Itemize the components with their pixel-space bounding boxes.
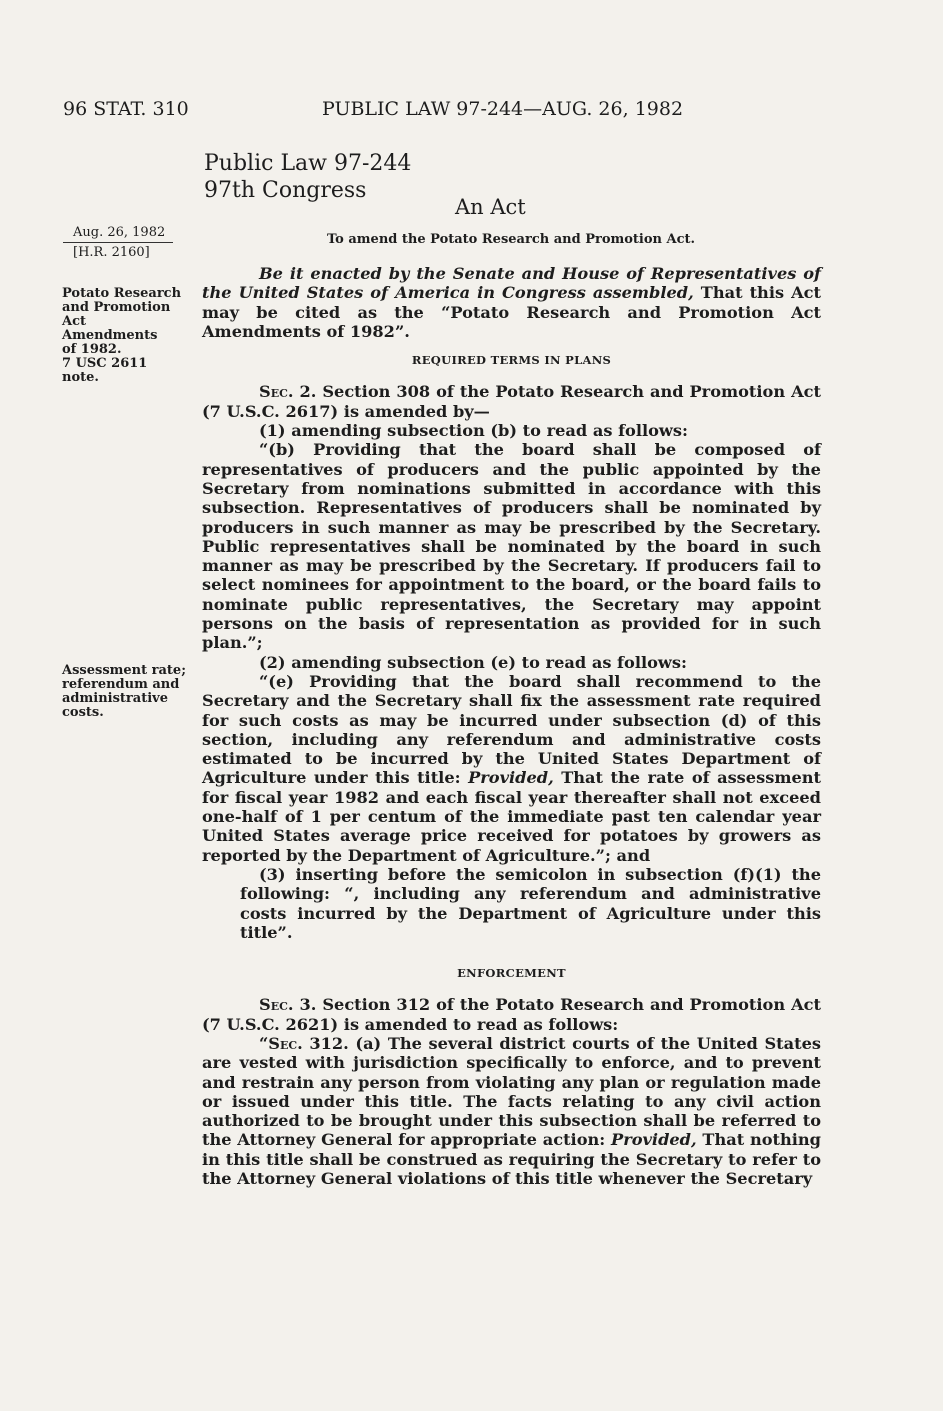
- margin-line: costs.: [62, 705, 104, 720]
- section-heading-enforcement: ENFORCEMENT: [457, 966, 566, 981]
- enactment-date: Aug. 26, 1982: [73, 225, 166, 240]
- margin-divider: [63, 242, 173, 243]
- section-312-text: [202, 1034, 821, 1188]
- margin-line: Assessment rate;: [62, 663, 186, 678]
- section-3-intro: [202, 995, 821, 1034]
- margin-line: of 1982.: [62, 342, 122, 357]
- margin-note-short-title: [62, 287, 187, 385]
- section-label: Sec. 3.: [259, 995, 317, 1015]
- subsection-e-text: [202, 672, 821, 865]
- amendment-item-2: (2) amending subsection (e) to read as follows:: [259, 652, 687, 672]
- congress-number: 97th Congress: [204, 178, 367, 203]
- law-body-text: [202, 264, 821, 1188]
- subsection-e-part-2: That the rate of assessment for fiscal year 1982 and each fiscal year thereafter shall not exceed one-half of 1 per centum of the immediate past ten calendar year United States average price received for potatoes by growers as reported by the Department of Agriculture.”; and: [202, 768, 821, 865]
- act-heading: An Act: [455, 195, 526, 219]
- margin-line: referendum and: [62, 677, 180, 692]
- law-title-block: [204, 150, 411, 204]
- proviso-word: Provided,: [468, 768, 554, 788]
- margin-line: Act: [62, 314, 87, 329]
- section-label: Sec. 2.: [259, 382, 317, 402]
- section-text: Section 312 of the Potato Research and Promotion Act (7 U.S.C. 2621) is amended to read as follows:: [202, 995, 822, 1034]
- margin-line: Amendments: [62, 328, 158, 343]
- subsection-b-text: “(b) Providing that the board shall be composed of representatives of producers and the public appointed by the Secretary from nominations submitted in accordance with this subsection. Representatives of producers shall be nominated by producers in such manner as may be prescribed by the Secretary. Public representatives shall be nominated by the board in such manner as may be prescribed by the Secretary. If producers fail to select nominees for appointment to the board, or the board fails to nominate public representatives, the Secretary may appoint persons on the basis of representation as provided for in such plan.”;: [202, 440, 821, 653]
- margin-date-note: [73, 224, 173, 261]
- margin-note-assessment: [62, 664, 187, 720]
- enacting-formula: Be it enacted by the Senate and House of Representatives of the United States of America in Congress assembled,: [202, 264, 821, 303]
- section-label: “Sec. 312.: [259, 1033, 349, 1053]
- running-head-law-date: PUBLIC LAW 97-244—AUG. 26, 1982: [322, 98, 684, 120]
- section-text: Section 308 of the Potato Research and Promotion Act (7 U.S.C. 2617) is amended by—: [202, 382, 822, 421]
- margin-line: administrative: [62, 691, 168, 706]
- amendment-item-1: (1) amending subsection (b) to read as follows:: [259, 421, 688, 441]
- section-312-part-2: That nothing in this title shall be construed as requiring the Secretary to refer to the Attorney General violations of this title whenever the Secretary: [202, 1130, 821, 1189]
- bill-number: [H.R. 2160]: [73, 245, 150, 260]
- section-312-part-1: (a) The several district courts of the United States are vested with jurisdiction specifically to enforce, and to prevent and restrain any person from violating any plan or regulation made or issued under this title. The facts relating to any civil action authorized to be brought under this subsection shall be referred to the Attorney General for appropriate action:: [202, 1033, 821, 1150]
- stat-page-reference: 96 STAT. 310: [63, 98, 189, 120]
- subsection-e-part-1: “(e) Providing that the board shall recommend to the Secretary and the Secretary shall fix the assessment rate required for such costs as may be incurred under subsection (d) of this section, including any referendum and administrative costs estimated to be incurred by the United States Department of Agriculture under this title:: [202, 671, 821, 788]
- section-2-intro: [202, 382, 821, 421]
- margin-line: Potato Research: [62, 286, 182, 301]
- enacting-clause: [202, 264, 821, 341]
- margin-line: and Promotion: [62, 300, 171, 315]
- short-title-clause: That this Act may be cited as the “Potato Research and Promotion Act Amendments of 1982”.: [202, 283, 821, 341]
- amendment-item-3: (3) inserting before the semicolon in subsection (f)(1) the following: “, including any referendum and administrative costs incurred by the Department of Agriculture under this title”.: [240, 864, 821, 942]
- public-law-number: Public Law 97-244: [204, 151, 412, 176]
- margin-line: 7 USC 2611 note.: [62, 356, 148, 385]
- proviso-word: Provided,: [611, 1130, 697, 1150]
- act-purpose: To amend the Potato Research and Promotion Act.: [327, 232, 696, 247]
- section-heading-required-terms: REQUIRED TERMS IN PLANS: [411, 353, 612, 368]
